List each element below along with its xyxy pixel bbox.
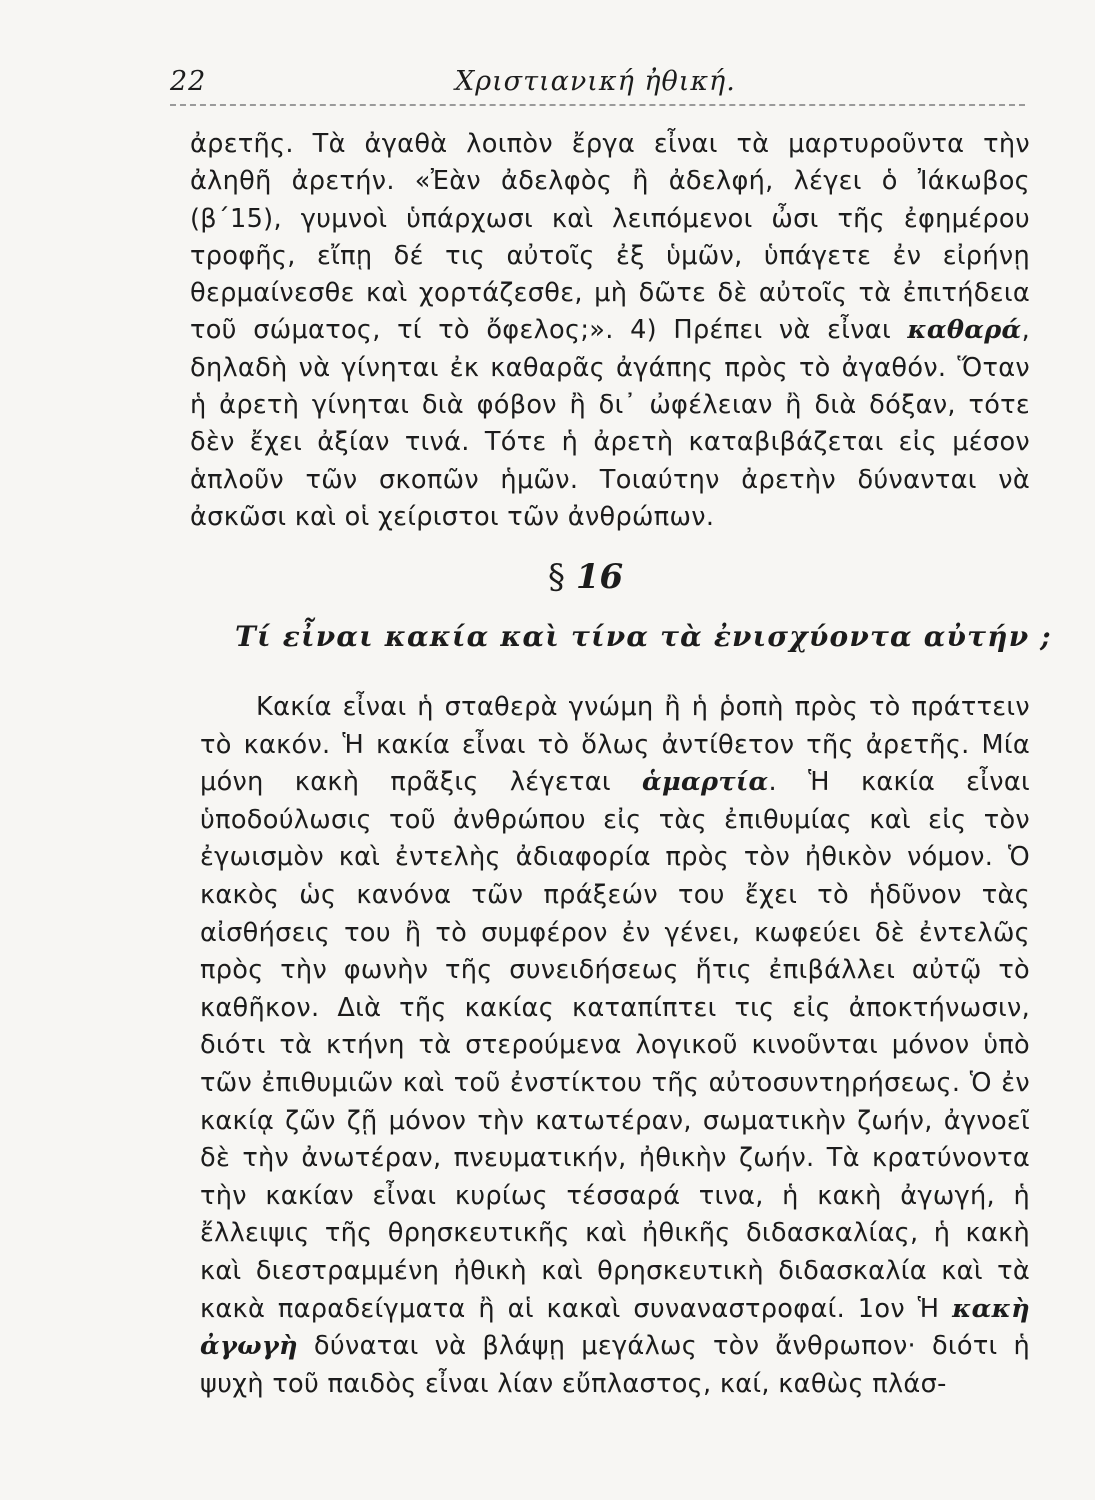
header-rule [170, 104, 1025, 106]
section-title: Τί εἶναι κακία καὶ τίνα τὰ ἐνισχύοντα αὐτήν ; [235, 620, 1052, 653]
paragraph-2 [200, 689, 1030, 1403]
page-header [170, 62, 1030, 102]
paragraph-2-part-2: . Ἡ κακία εἶναι ὑποδούλωσις τοῦ ἀνθρώπου εἰς τὰς ἐπιθυμίας καὶ εἰς τὸν ἐγωισμὸν καὶ ἐντελὴς ἀδιαφορία πρὸς τὸν ἠθικὸν νόμον. Ὁ κακὸς ὡς κανόνα τῶν πράξεών του ἔχει τὸ ἡδῦνον τὰς αἰσθήσεις του ἢ τὸ συμφέρον ἐν γένει, κωφεύει δὲ ἐντελῶς πρὸς τὴν φωνὴν τῆς συνειδήσεως ἥτις ἐπιβάλλει αὐτῷ τὸ καθῆκον. Διὰ τῆς κακίας καταπίπτει τις εἰς ἀποκτήνωσιν, διότι τὰ κτήνη τὰ στερούμενα λογικοῦ κινοῦνται μόνον ὑπὸ τῶν ἐπιθυμιῶν καὶ τοῦ ἐνστίκτου τῆς αὐτοσυντηρήσεως. Ὁ ἐν κακίᾳ ζῶν ζῇ μόνον τὴν κατωτέραν, σωματικὴν ζωήν, ἀγνοεῖ δὲ τὴν ἀνωτέραν, πνευματικήν, ἠθικὴν ζωήν. Τὰ κρατύνοντα τὴν κακίαν εἶναι κυρίως τέσσαρά τινα, ἡ κακὴ ἀγωγή, ἡ ἔλλειψις τῆς θρησκευτικῆς καὶ ἠθικῆς διδασκαλίας, ἡ κακὴ καὶ διεστραμμένη ἠθικὴ καὶ θρησκευτικὴ διδασκαλία καὶ τὰ κακὰ παραδείγματα ἢ αἱ κακαὶ συναναστροφαί. 1ον Ἡ [200, 767, 1030, 1324]
page-number: 22 [170, 66, 207, 97]
running-title: Χριστιανική ἠθική. [455, 66, 736, 97]
paragraph-1-rest: , δηλαδὴ νὰ γίνηται ἐκ καθαρᾶς ἀγάπης πρὸς τὸ ἀγαθόν. Ὅταν ἡ ἀρετὴ γίνηται διὰ φόβον ἢ δι᾽ ὠφέλειαν ἢ διὰ δόξαν, τότε δὲν ἔχει ἀξίαν τινά. Τότε ἡ ἀρετὴ καταβιβάζεται εἰς μέσον ἁπλοῦν τῶν σκοπῶν ἡμῶν. Τοιαύτην ἀρετὴν δύνανται νὰ ἀσκῶσι καὶ οἱ χείριστοι τῶν ἀνθρώπων. [190, 315, 1030, 532]
paragraph-1 [190, 126, 1030, 536]
paragraph-1-emphasis: καθαρά [907, 315, 1022, 346]
paragraph-2-part-1: Κακία εἶναι ἡ σταθερὰ γνώμη ἢ ἡ ῥοπὴ πρὸς τὸ πράττειν τὸ κακόν. Ἡ κακία εἶναι τὸ ὅλως ἀντίθετον τῆς ἀρετῆς. Μία μόνη κακὴ πρᾶξις λέγεται [200, 692, 1030, 798]
paragraph-2-emphasis-1: ἁμαρτία [641, 767, 769, 798]
paragraph-1-lead: ἀρετῆς. Τὰ ἀγαθὰ λοιπὸν ἔργα εἶναι τὰ μαρτυροῦντα τὴν ἀληθῆ ἀρετήν. «Ἐὰν ἀδελφὸς ἢ ἀδελφή, λέγει ὁ Ἰάκωβος (β΄15), γυμνοὶ ὑπάρχωσι καὶ λειπόμενοι ὦσι τῆς ἐφημέρου τροφῆς, εἴπῃ δέ τις αὐτοῖς ἐξ ὑμῶν, ὑπάγετε ἐν εἰρήνῃ θερμαίνεσθε καὶ χορτάζεσθε, μὴ δῶτε δὲ αὐτοῖς τὰ ἐπιτήδεια τοῦ σώματος, τί τὸ ὄφελος;». 4) Πρέπει νὰ εἶναι [190, 129, 1030, 346]
paragraph-2-emphasis-2: κακὴ ἀγωγὴ [200, 1293, 1030, 1362]
section-number [548, 557, 623, 597]
section-number-value: 16 [575, 557, 624, 597]
paragraph-2-part-3: δύναται νὰ βλάψῃ μεγάλως τὸν ἄνθρωπον· διότι ἡ ψυχὴ τοῦ παιδὸς εἶναι λίαν εὔπλαστος, καί, καθὼς πλάσ- [200, 1331, 1030, 1399]
section-symbol: § [548, 557, 565, 597]
